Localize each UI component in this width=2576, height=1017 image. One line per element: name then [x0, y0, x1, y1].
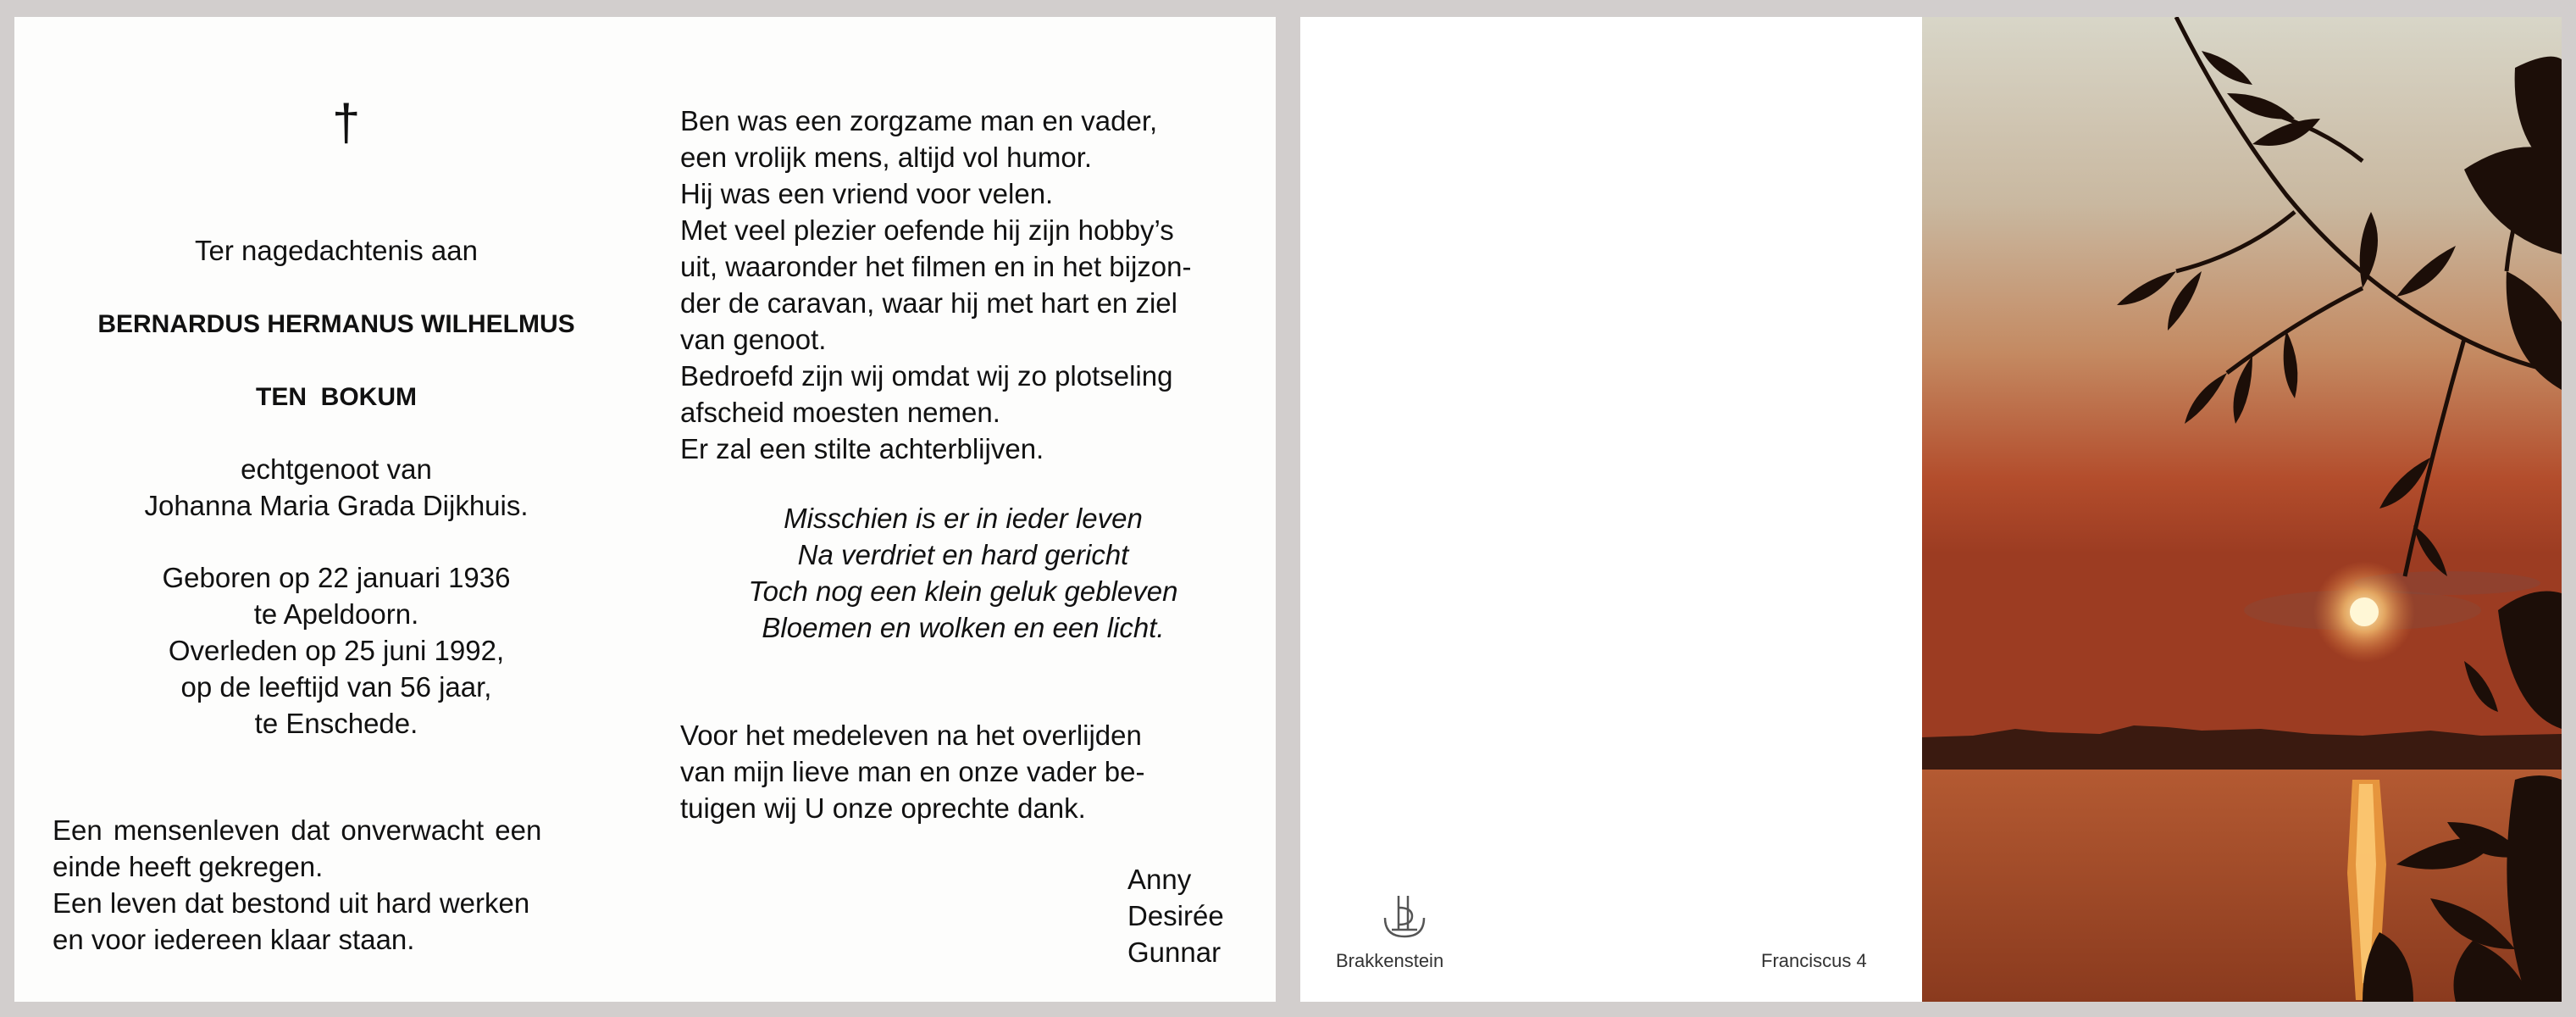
- deceased-name-line1: BERNARDUS HERMANUS WILHELMUS: [97, 310, 575, 338]
- tribute-line: Hij was een vriend voor velen.: [680, 178, 1054, 209]
- poem-line: Misschien is er in ieder leven: [784, 503, 1143, 534]
- series-number: Franciscus 4: [1761, 950, 1867, 971]
- poem-line: Toch nog een klein geluk gebleven: [748, 575, 1178, 607]
- birth-place: te Apeldoorn.: [253, 598, 419, 630]
- signature-name: Anny: [1127, 864, 1192, 895]
- spouse-intro: echtgenoot van: [241, 453, 432, 485]
- tribute-line: Ben was een zorgzame man en vader,: [680, 105, 1158, 136]
- publisher-logo-icon: [1380, 892, 1429, 942]
- card-inside: [14, 17, 1276, 1002]
- text-line: Een mensenleven dat onverwacht een: [53, 814, 542, 846]
- intro-line: Ter nagedachtenis aan: [195, 235, 478, 266]
- poem-line: Bloemen en wolken en een licht.: [762, 612, 1165, 643]
- spouse-name: Johanna Maria Grada Dijkhuis.: [144, 490, 529, 521]
- signature-name: Gunnar: [1127, 936, 1222, 968]
- tribute-line: Bedroefd zijn wij omdat wij zo plotseling: [680, 360, 1173, 392]
- tribute-line: Er zal een stilte achterblijven.: [680, 433, 1044, 464]
- thanks-line: tuigen wij U onze oprechte dank.: [680, 792, 1086, 824]
- tribute-line: der de caravan, waar hij met hart en ziel: [680, 287, 1177, 319]
- tribute-line: Met veel plezier oefende hij zijn hobby’s: [680, 214, 1174, 246]
- signature-name: Desirée: [1127, 900, 1224, 931]
- birth-date: Geboren op 22 januari 1936: [162, 562, 511, 593]
- text-line: einde heeft gekregen.: [53, 851, 324, 882]
- tribute-line: uit, waaronder het filmen en in het bijzon-: [680, 251, 1192, 282]
- tribute-line: van genoot.: [680, 324, 827, 355]
- death-age: op de leeftijd van 56 jaar,: [180, 671, 492, 703]
- deceased-name-line2: TEN BOKUM: [256, 383, 417, 411]
- sunset-photo: [1922, 17, 2562, 1002]
- text-line: Een leven dat bestond uit hard werken: [53, 887, 530, 919]
- card-outside: [1300, 17, 2562, 1002]
- death-place: te Enschede.: [254, 708, 418, 739]
- publisher-name: Brakkenstein: [1336, 950, 1444, 971]
- thanks-line: Voor het medeleven na het overlijden: [680, 720, 1142, 751]
- tribute-line: afscheid moesten nemen.: [680, 397, 1000, 428]
- text-line: en voor iedereen klaar staan.: [53, 924, 415, 955]
- cross-symbol: †: [332, 94, 361, 151]
- tribute-line: een vrolijk mens, altijd vol humor.: [680, 142, 1093, 173]
- thanks-line: van mijn lieve man en onze vader be-: [680, 756, 1145, 787]
- death-date: Overleden op 25 juni 1992,: [168, 635, 505, 666]
- poem-line: Na verdriet en hard gericht: [797, 539, 1129, 570]
